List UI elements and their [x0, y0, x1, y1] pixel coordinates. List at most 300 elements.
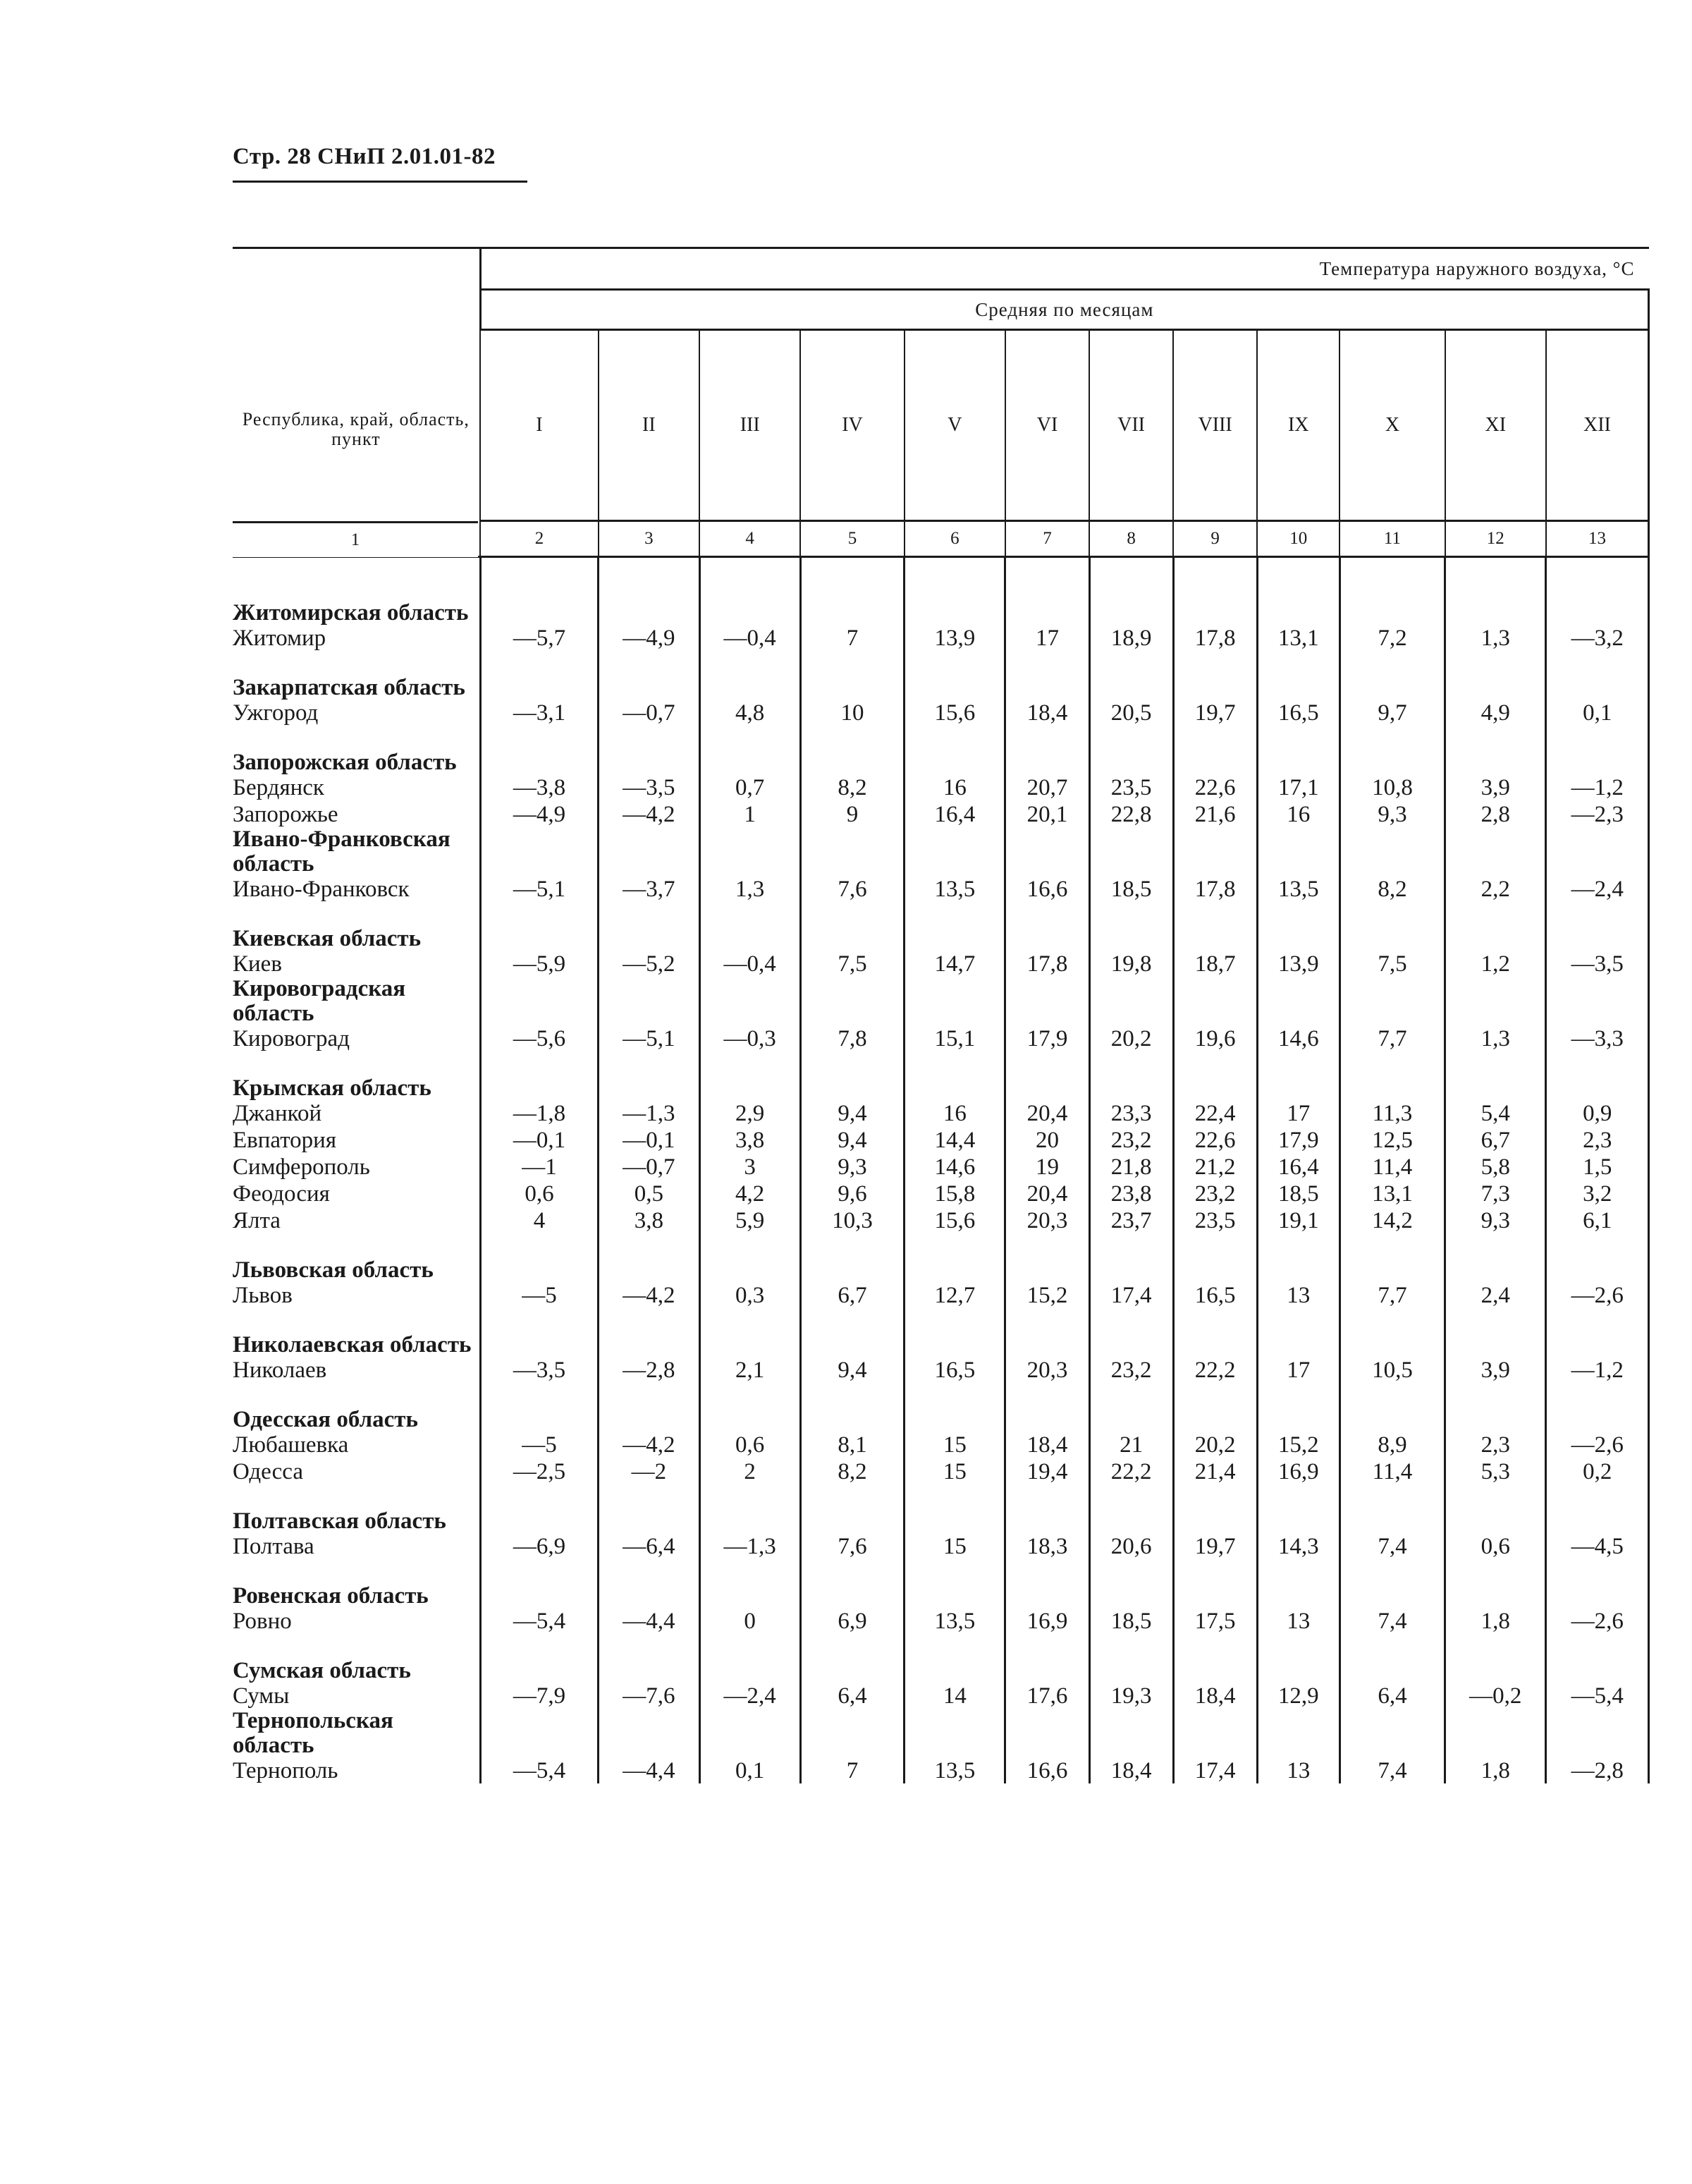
temperature-cell: 4,2 [699, 1180, 800, 1207]
temperature-cell: 12,5 [1340, 1126, 1445, 1153]
temperature-cell: 13,5 [905, 1609, 1005, 1634]
spacer-cell [1445, 557, 1546, 577]
temperature-cell: —3,5 [1546, 951, 1649, 977]
temperature-cell: 15 [905, 1458, 1005, 1484]
empty-cell [905, 651, 1005, 700]
temperature-cell: 22,4 [1173, 1101, 1257, 1126]
empty-cell [1546, 1308, 1649, 1358]
month-header-9: IX [1257, 330, 1340, 521]
empty-cell [800, 1308, 904, 1358]
region-row [233, 902, 1649, 951]
temperature-cell: 14,6 [1257, 1026, 1340, 1051]
header-corner [233, 248, 480, 290]
temperature-cell: 19 [1005, 1153, 1089, 1180]
temperature-cell: 18,7 [1173, 951, 1257, 977]
climate-table [233, 247, 1650, 1783]
temperature-cell: 16,6 [1005, 1758, 1089, 1783]
empty-cell [1005, 1308, 1089, 1358]
temperature-cell: 16 [1257, 800, 1340, 827]
column-number-12: 12 [1445, 521, 1546, 557]
page-header: Стр. 28 СНиП 2.01.01-82 [233, 144, 496, 169]
empty-cell [699, 1051, 800, 1101]
empty-cell [1546, 1709, 1649, 1758]
temperature-cell: 20,1 [1005, 800, 1089, 827]
region-row [233, 1383, 1649, 1432]
temperature-cell: 23,5 [1089, 775, 1173, 800]
temperature-cell: 15,8 [905, 1180, 1005, 1207]
empty-cell [1173, 1634, 1257, 1683]
temperature-cell: —5,1 [480, 877, 599, 902]
empty-cell [1546, 977, 1649, 1026]
temperature-cell: —4,2 [599, 1432, 699, 1458]
temperature-cell: 10 [800, 700, 904, 726]
empty-cell [1005, 726, 1089, 775]
temperature-cell: 16,5 [1257, 700, 1340, 726]
temperature-cell: 0,6 [699, 1432, 800, 1458]
empty-cell [905, 1233, 1005, 1283]
empty-cell [800, 1383, 904, 1432]
region-row [233, 726, 1649, 775]
table-row [233, 626, 1649, 651]
empty-cell [905, 576, 1005, 626]
temperature-cell: 19,1 [1257, 1207, 1340, 1233]
temperature-cell: 20,4 [1005, 1101, 1089, 1126]
empty-cell [1340, 1051, 1445, 1101]
empty-cell [1340, 1484, 1445, 1534]
temperature-cell: 2,3 [1445, 1432, 1546, 1458]
temperature-cell: 8,9 [1340, 1432, 1445, 1458]
temperature-cell: 22,8 [1089, 800, 1173, 827]
city-name: Житомир [233, 626, 326, 651]
temperature-cell: 20,3 [1005, 1207, 1089, 1233]
empty-cell [1005, 1484, 1089, 1534]
empty-cell [1005, 977, 1089, 1026]
temperature-cell: 3,9 [1445, 1358, 1546, 1383]
empty-cell [1546, 1383, 1649, 1432]
empty-cell [1089, 1051, 1173, 1101]
empty-cell [1445, 1051, 1546, 1101]
empty-cell [1546, 1559, 1649, 1609]
empty-cell [599, 576, 699, 626]
empty-cell [1445, 1233, 1546, 1283]
empty-cell [699, 651, 800, 700]
stub-header: Республика, край, область, пункт [233, 290, 480, 557]
empty-cell [1257, 1051, 1340, 1101]
temperature-cell: 5,4 [1445, 1101, 1546, 1126]
temperature-cell: 13,9 [905, 626, 1005, 651]
temperature-cell: 15 [905, 1432, 1005, 1458]
temperature-cell: 17,9 [1005, 1026, 1089, 1051]
empty-cell [599, 726, 699, 775]
empty-cell [1340, 902, 1445, 951]
empty-cell [800, 1559, 904, 1609]
empty-cell [699, 576, 800, 626]
temperature-cell: 22,2 [1089, 1458, 1173, 1484]
empty-cell [699, 1709, 800, 1758]
temperature-cell: 10,5 [1340, 1358, 1445, 1383]
temperature-cell: 5,3 [1445, 1458, 1546, 1484]
empty-cell [1089, 726, 1173, 775]
empty-cell [1173, 827, 1257, 877]
empty-cell [905, 827, 1005, 877]
empty-cell [1257, 1383, 1340, 1432]
table-row [233, 1534, 1649, 1559]
empty-cell [599, 1559, 699, 1609]
temperature-cell: —3,7 [599, 877, 699, 902]
spacer-cell [699, 557, 800, 577]
temperature-cell: 8,2 [800, 1458, 904, 1484]
temperature-cell: 20,3 [1005, 1358, 1089, 1383]
table-row [233, 1683, 1649, 1709]
temperature-cell: —5,6 [480, 1026, 599, 1051]
temperature-cell: 3,2 [1546, 1180, 1649, 1207]
temperature-cell: 23,7 [1089, 1207, 1173, 1233]
empty-cell [905, 1484, 1005, 1534]
empty-cell [1445, 827, 1546, 877]
empty-cell [599, 1634, 699, 1683]
region-row [233, 1051, 1649, 1101]
sub-header: Средняя по месяцам [480, 290, 1648, 330]
empty-cell [1257, 902, 1340, 951]
region-row [233, 1484, 1649, 1534]
temperature-cell: 17,6 [1005, 1683, 1089, 1709]
empty-cell [1546, 726, 1649, 775]
temperature-cell: —0,2 [1445, 1683, 1546, 1709]
empty-cell [1445, 977, 1546, 1026]
empty-cell [599, 1233, 699, 1283]
city-name: Полтава [233, 1534, 314, 1559]
temperature-cell: 1,5 [1546, 1153, 1649, 1180]
temperature-cell: 18,5 [1257, 1180, 1340, 1207]
empty-cell [1445, 1709, 1546, 1758]
spacer-cell [1005, 557, 1089, 577]
temperature-cell: —3,5 [480, 1358, 599, 1383]
empty-cell [1340, 651, 1445, 700]
region-row [233, 1233, 1649, 1283]
spacer-cell [800, 557, 904, 577]
header-rule [233, 181, 527, 183]
month-header-6: VI [1005, 330, 1089, 521]
temperature-cell: 20,5 [1089, 700, 1173, 726]
temperature-cell: —0,4 [699, 626, 800, 651]
temperature-cell: 13,5 [905, 877, 1005, 902]
empty-cell [1173, 977, 1257, 1026]
temperature-cell: —2,8 [599, 1358, 699, 1383]
temperature-cell: —5,9 [480, 951, 599, 977]
empty-cell [800, 1233, 904, 1283]
temperature-cell: 18,5 [1089, 1609, 1173, 1634]
column-number-11: 11 [1340, 521, 1445, 557]
empty-cell [599, 977, 699, 1026]
empty-cell [699, 1484, 800, 1534]
temperature-cell: —1 [480, 1153, 599, 1180]
empty-cell [1089, 1559, 1173, 1609]
empty-cell [905, 1709, 1005, 1758]
spacer-cell [1257, 557, 1340, 577]
month-header-12: XII [1546, 330, 1649, 521]
region-name: Тернопольская область [233, 1708, 393, 1758]
month-header-11: XI [1445, 330, 1546, 521]
region-name: Ровенская область [233, 1583, 429, 1609]
empty-cell [1340, 1233, 1445, 1283]
city-name: Евпатория [233, 1128, 337, 1153]
empty-cell [1089, 1484, 1173, 1534]
temperature-cell: 16,9 [1005, 1609, 1089, 1634]
temperature-cell: 1 [699, 800, 800, 827]
temperature-cell: —1,3 [699, 1534, 800, 1559]
empty-cell [1546, 827, 1649, 877]
temperature-cell: —5,1 [599, 1026, 699, 1051]
temperature-cell: —1,2 [1546, 1358, 1649, 1383]
temperature-cell: 18,3 [1005, 1534, 1089, 1559]
temperature-cell: 0,1 [1546, 700, 1649, 726]
temperature-cell: 2,2 [1445, 877, 1546, 902]
city-name: Феодосия [233, 1181, 330, 1207]
temperature-cell: 13,9 [1257, 951, 1340, 977]
empty-cell [480, 1051, 599, 1101]
temperature-cell: 8,2 [1340, 877, 1445, 902]
temperature-cell: 6,9 [800, 1609, 904, 1634]
empty-cell [1257, 1308, 1340, 1358]
temperature-cell: 22,2 [1173, 1358, 1257, 1383]
empty-cell [480, 651, 599, 700]
temperature-cell: 23,2 [1089, 1358, 1173, 1383]
empty-cell [480, 1233, 599, 1283]
temperature-cell: 14,4 [905, 1126, 1005, 1153]
empty-cell [1340, 1634, 1445, 1683]
temperature-cell: 14,3 [1257, 1534, 1340, 1559]
temperature-cell: 7 [800, 1758, 904, 1783]
empty-cell [699, 1634, 800, 1683]
temperature-cell: 0,6 [480, 1180, 599, 1207]
empty-cell [800, 576, 904, 626]
empty-cell [1445, 726, 1546, 775]
empty-cell [1445, 1559, 1546, 1609]
empty-cell [1257, 651, 1340, 700]
super-header: Температура наружного воздуха, °С [480, 248, 1648, 290]
temperature-cell: 18,4 [1005, 1432, 1089, 1458]
table-row [233, 1358, 1649, 1383]
body-spacer [233, 557, 1649, 577]
temperature-cell: 3 [699, 1153, 800, 1180]
column-number-9: 9 [1173, 521, 1257, 557]
empty-cell [1089, 1634, 1173, 1683]
temperature-cell: 10,8 [1340, 775, 1445, 800]
empty-cell [1340, 1308, 1445, 1358]
temperature-cell: 22,6 [1173, 775, 1257, 800]
empty-cell [800, 651, 904, 700]
temperature-cell: —2,4 [699, 1683, 800, 1709]
temperature-cell: 2,3 [1546, 1126, 1649, 1153]
temperature-cell: 0,7 [699, 775, 800, 800]
temperature-cell: 2,1 [699, 1358, 800, 1383]
empty-cell [1340, 726, 1445, 775]
temperature-cell: 15,6 [905, 1207, 1005, 1233]
region-name: Ивано-Франковская область [233, 826, 450, 877]
temperature-cell: —5,4 [480, 1758, 599, 1783]
table-body [233, 557, 1649, 1784]
temperature-cell: —2,4 [1546, 877, 1649, 902]
temperature-cell: 9,6 [800, 1180, 904, 1207]
table-row [233, 1153, 1649, 1180]
region-row [233, 1559, 1649, 1609]
city-name: Ровно [233, 1609, 292, 1634]
temperature-cell: 23,3 [1089, 1101, 1173, 1126]
city-name: Ужгород [233, 700, 319, 726]
temperature-cell: 17,9 [1257, 1126, 1340, 1153]
temperature-cell: —7,6 [599, 1683, 699, 1709]
city-name: Бердянск [233, 775, 324, 800]
temperature-cell: 16,6 [1005, 877, 1089, 902]
table-row [233, 877, 1649, 902]
empty-cell [599, 1308, 699, 1358]
temperature-cell: 3,9 [1445, 775, 1546, 800]
temperature-cell: 21,4 [1173, 1458, 1257, 1484]
empty-cell [1546, 1233, 1649, 1283]
empty-cell [1173, 1559, 1257, 1609]
empty-cell [1340, 1559, 1445, 1609]
temperature-cell: —4,5 [1546, 1534, 1649, 1559]
empty-cell [599, 827, 699, 877]
temperature-cell: 17,8 [1173, 626, 1257, 651]
temperature-cell: 18,9 [1089, 626, 1173, 651]
empty-cell [699, 1308, 800, 1358]
empty-cell [480, 576, 599, 626]
temperature-cell: —1,2 [1546, 775, 1649, 800]
temperature-cell: 9 [800, 800, 904, 827]
empty-cell [905, 1051, 1005, 1101]
temperature-cell: 20,2 [1089, 1026, 1173, 1051]
temperature-cell: —0,4 [699, 951, 800, 977]
temperature-cell: 9,4 [800, 1126, 904, 1153]
month-header-8: VIII [1173, 330, 1257, 521]
temperature-cell: 8,2 [800, 775, 904, 800]
temperature-cell: 10,3 [800, 1207, 904, 1233]
empty-cell [599, 902, 699, 951]
empty-cell [480, 1634, 599, 1683]
temperature-cell: 19,7 [1173, 700, 1257, 726]
city-name: Киев [233, 951, 282, 977]
empty-cell [1089, 827, 1173, 877]
region-row [233, 1308, 1649, 1358]
spacer-cell [233, 557, 480, 577]
temperature-cell: 14,2 [1340, 1207, 1445, 1233]
table-row [233, 775, 1649, 800]
temperature-cell: 17,4 [1173, 1758, 1257, 1783]
empty-cell [905, 902, 1005, 951]
temperature-cell: 23,2 [1173, 1180, 1257, 1207]
temperature-cell: 1,3 [1445, 1026, 1546, 1051]
temperature-cell: 8,1 [800, 1432, 904, 1458]
temperature-cell: —6,9 [480, 1534, 599, 1559]
empty-cell [905, 1634, 1005, 1683]
empty-cell [1173, 1484, 1257, 1534]
temperature-cell: 6,1 [1546, 1207, 1649, 1233]
empty-cell [1257, 827, 1340, 877]
temperature-cell: 9,3 [1445, 1207, 1546, 1233]
table-row [233, 1432, 1649, 1458]
empty-cell [1445, 576, 1546, 626]
temperature-cell: 20,6 [1089, 1534, 1173, 1559]
temperature-cell: 7,6 [800, 1534, 904, 1559]
empty-cell [905, 1308, 1005, 1358]
empty-cell [599, 1709, 699, 1758]
table-row [233, 700, 1649, 726]
empty-cell [1005, 1709, 1089, 1758]
table-row [233, 1283, 1649, 1308]
city-name: Ялта [233, 1208, 281, 1233]
table-row [233, 1126, 1649, 1153]
empty-cell [800, 827, 904, 877]
temperature-cell: 15,1 [905, 1026, 1005, 1051]
temperature-cell: —3,3 [1546, 1026, 1649, 1051]
temperature-cell: —2 [599, 1458, 699, 1484]
temperature-cell: 17,5 [1173, 1609, 1257, 1634]
temperature-cell: 7,4 [1340, 1758, 1445, 1783]
city-name: Одесса [233, 1459, 303, 1484]
empty-cell [905, 726, 1005, 775]
column-number-6: 6 [905, 521, 1005, 557]
empty-cell [800, 726, 904, 775]
column-number-2: 2 [480, 521, 599, 557]
temperature-cell: 0,9 [1546, 1101, 1649, 1126]
temperature-cell: —3,2 [1546, 626, 1649, 651]
empty-cell [905, 977, 1005, 1026]
empty-cell [1257, 576, 1340, 626]
temperature-cell: 20,7 [1005, 775, 1089, 800]
empty-cell [1173, 902, 1257, 951]
temperature-cell: 7,5 [1340, 951, 1445, 977]
temperature-cell: —1,8 [480, 1101, 599, 1126]
city-name: Тернополь [233, 1758, 338, 1783]
temperature-cell: 5,8 [1445, 1153, 1546, 1180]
temperature-cell: 9,3 [1340, 800, 1445, 827]
empty-cell [480, 977, 599, 1026]
month-header-5: V [905, 330, 1005, 521]
empty-cell [1005, 1559, 1089, 1609]
temperature-cell: 18,4 [1173, 1683, 1257, 1709]
temperature-cell: 14 [905, 1683, 1005, 1709]
empty-cell [599, 1383, 699, 1432]
empty-cell [1257, 726, 1340, 775]
temperature-cell: 17 [1257, 1358, 1340, 1383]
city-name: Симферополь [233, 1154, 370, 1180]
empty-cell [1005, 1634, 1089, 1683]
temperature-cell: 1,8 [1445, 1609, 1546, 1634]
temperature-cell: —0,3 [699, 1026, 800, 1051]
spacer-cell [905, 557, 1005, 577]
empty-cell [1340, 1709, 1445, 1758]
empty-cell [1173, 1308, 1257, 1358]
temperature-cell: 16,5 [1173, 1283, 1257, 1308]
empty-cell [800, 1051, 904, 1101]
table-row [233, 1609, 1649, 1634]
empty-cell [1089, 1233, 1173, 1283]
temperature-cell: 11,4 [1340, 1153, 1445, 1180]
month-header-2: II [599, 330, 699, 521]
region-row [233, 827, 1649, 877]
region-row [233, 651, 1649, 700]
temperature-cell: 7,3 [1445, 1180, 1546, 1207]
temperature-cell: 13,1 [1340, 1180, 1445, 1207]
temperature-cell: —4,2 [599, 800, 699, 827]
temperature-cell: 15,6 [905, 700, 1005, 726]
temperature-cell: 17,8 [1005, 951, 1089, 977]
empty-cell [699, 726, 800, 775]
temperature-cell: 9,4 [800, 1101, 904, 1126]
empty-cell [1257, 1709, 1340, 1758]
temperature-cell: 12,7 [905, 1283, 1005, 1308]
